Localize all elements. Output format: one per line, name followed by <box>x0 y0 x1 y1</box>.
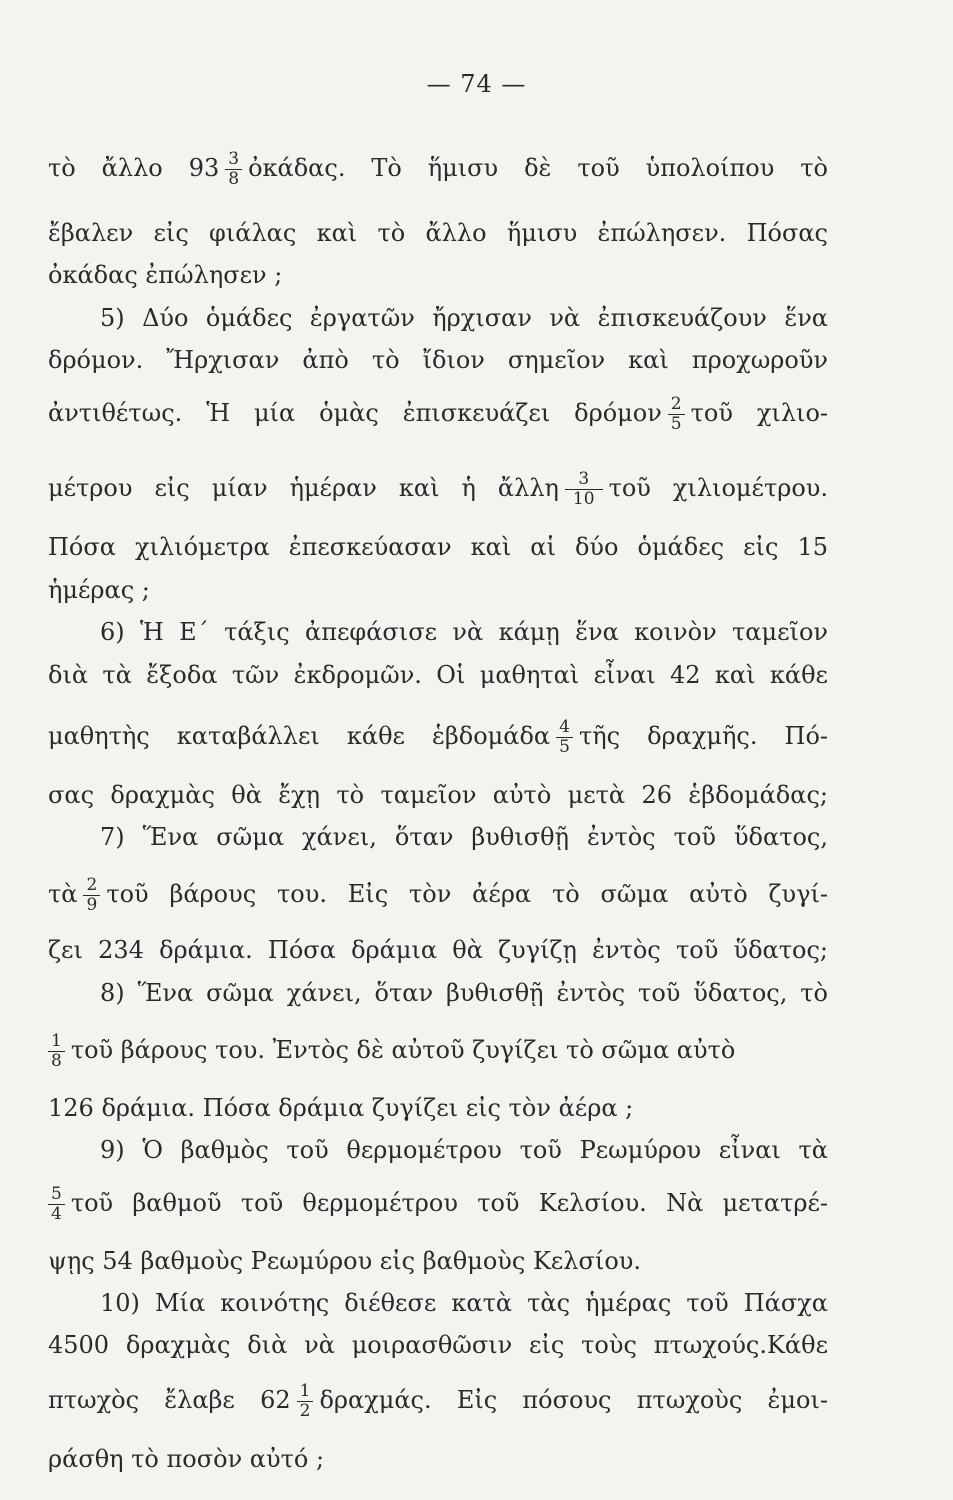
text-line: τὰ $\frac{2}{9}$ τοῦ βάρους του. Εἰς τὸν ἀέρα τὸ σῶμα αὐτὸ ζυγί- <box>48 875 828 915</box>
text-line: ἡμέρας ; <box>48 576 150 604</box>
text-line: ψῃς 54 βαθμοὺς Ρεωμύρου εἰς βαθμοὺς Κελσίου. <box>48 1247 641 1275</box>
text-line: ἔβαλεν εἰς φιάλας καὶ τὸ ἄλλο ἥμισυ ἐπώλησεν. Πόσας <box>48 219 828 247</box>
fraction: $\frac{3}{8}$ <box>225 150 242 189</box>
text-line: 4500 δραχμὰς διὰ νὰ μοιρασθῶσιν εἰς τοὺς πτωχούς.Κάθε <box>48 1331 828 1359</box>
text-line: μαθητὴς καταβάλλει κάθε ἑβδομάδα $\frac{4}{5}$ τῆς δραχμῆς. Πό- <box>48 717 828 757</box>
text-line: 5) Δύο ὁμάδες ἐργατῶν ἤρχισαν νὰ ἐπισκευάζουν ἕνα <box>100 304 828 332</box>
text-line: 8) Ἕνα σῶμα χάνει, ὅταν βυθισθῇ ἐντὸς τοῦ ὕδατος, τὸ <box>100 979 828 1007</box>
fraction: $\frac{5}{4}$ <box>48 1185 65 1224</box>
text-line: 126 δράμια. Πόσα δράμια ζυγίζει εἰς τὸν ἀέρα ; <box>48 1094 634 1122</box>
fraction: $\frac{2}{5}$ <box>668 395 685 434</box>
text-line: πτωχὸς ἔλαβε 62 $\frac{1}{2}$ δραχμάς. Εἰς πόσους πτωχοὺς ἐμοι- <box>48 1381 828 1421</box>
text-line: 7) Ἕνα σῶμα χάνει, ὅταν βυθισθῇ ἐντὸς τοῦ ὕδατος, <box>100 823 828 851</box>
text-line: 10) Μία κοινότης διέθεσε κατὰ τὰς ἡμέρας τοῦ Πάσχα <box>100 1289 828 1317</box>
text-line: τὸ ἄλλο 93 $\frac{3}{8}$ ὀκάδας. Τὸ ἥμισυ δὲ τοῦ ὑπολοίπου τὸ <box>48 149 828 189</box>
text-line: μέτρου εἰς μίαν ἡμέραν καὶ ἡ ἄλλη $\frac{3}{10}$ τοῦ χιλιομέτρου. <box>48 469 828 509</box>
text-line: δρόμον. Ἤρχισαν ἀπὸ τὸ ἴδιον σημεῖον καὶ προχωροῦν <box>48 346 828 374</box>
fraction: $\frac{3}{10}$ <box>565 470 603 509</box>
text-line: $\frac{5}{4}$ τοῦ βαθμοῦ τοῦ θερμομέτρου τοῦ Κελσίου. Νὰ μετατρέ- <box>48 1185 828 1224</box>
text-line: $\frac{1}{8}$ τοῦ βάρους του. Ἐντὸς δὲ αὐτοῦ ζυγίζει τὸ σῶμα αὐτὸ <box>48 1032 828 1071</box>
fraction: $\frac{1}{2}$ <box>297 1382 314 1421</box>
fraction: $\frac{1}{8}$ <box>48 1032 65 1071</box>
text-line: ὀκάδας ἐπώλησεν ; <box>48 261 283 289</box>
fraction: $\frac{4}{5}$ <box>556 718 573 757</box>
text-line: διὰ τὰ ἔξοδα τῶν ἐκδρομῶν. Οἱ μαθηταὶ εἶναι 42 καὶ κάθε <box>48 661 828 689</box>
fraction: $\frac{2}{9}$ <box>83 876 100 915</box>
text-line: 6) Ἡ Ε΄ τάξις ἀπεφάσισε νὰ κάμῃ ἕνα κοινὸν ταμεῖον <box>100 618 828 646</box>
text-line: ράσθη τὸ ποσὸν αὐτό ; <box>48 1445 325 1473</box>
page-number: — 74 — <box>426 70 527 98</box>
text-line: ἀντιθέτως. Ἡ μία ὁμὰς ἐπισκευάζει δρόμον $\frac{2}{5}$ τοῦ χιλιο- <box>48 394 828 434</box>
text-line: ζει 234 δράμια. Πόσα δράμια θὰ ζυγίζῃ ἐντὸς τοῦ ὕδατος; <box>48 936 828 964</box>
text-line: Πόσα χιλιόμετρα ἐπεσκεύασαν καὶ αἱ δύο ὁμάδες εἰς 15 <box>48 533 828 561</box>
text-line: 9) Ὁ βαθμὸς τοῦ θερμομέτρου τοῦ Ρεωμύρου εἶναι τὰ <box>100 1136 828 1164</box>
text-line: σας δραχμὰς θὰ ἔχῃ τὸ ταμεῖον αὐτὸ μετὰ 26 ἑβδομάδας; <box>48 781 828 809</box>
